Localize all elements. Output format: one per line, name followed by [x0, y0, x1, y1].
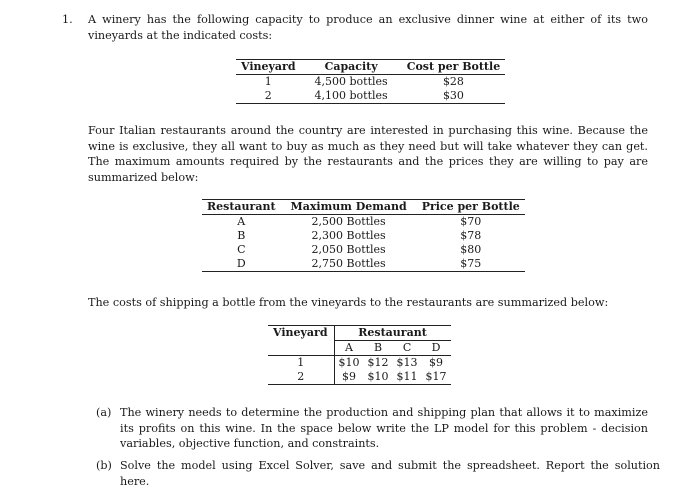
cost-cell: $9	[429, 356, 444, 369]
demand-cell: 2,750 Bottles	[311, 257, 386, 270]
part-b-text: Solve the model using Excel Solver, save and submit the spreadsheet. Report the solution here.	[120, 459, 660, 488]
vineyard-capacity-table	[236, 59, 505, 104]
restaurant-cell: A	[237, 215, 246, 228]
header-vineyard: Vineyard	[241, 60, 296, 73]
demand-cell: 2,500 Bottles	[311, 215, 386, 228]
table-row	[236, 89, 505, 104]
table-row	[202, 229, 525, 243]
price-cell: $78	[460, 229, 482, 242]
shipping-cost-table	[268, 325, 451, 385]
price-cell: $70	[460, 215, 482, 228]
header-restaurant: Restaurant	[207, 200, 276, 213]
demand-cell: 2,300 Bottles	[311, 229, 386, 242]
table-row	[268, 356, 451, 371]
table-row	[202, 243, 525, 257]
column-header-c: C	[402, 341, 412, 354]
column-header-b: B	[373, 341, 383, 354]
table-row	[202, 257, 525, 272]
part-a-label: (a)	[96, 406, 112, 419]
table-row	[236, 75, 505, 90]
cost-cell: $10	[338, 356, 360, 369]
capacity-cell: 4,500 bottles	[314, 75, 388, 88]
vineyard-cell: 2	[268, 370, 334, 385]
header-restaurant-group: Restaurant	[334, 326, 451, 341]
cost-cell: $17	[425, 370, 447, 383]
table-row	[202, 215, 525, 230]
header-maximum-demand: Maximum Demand	[290, 200, 407, 213]
cost-cell: $13	[396, 356, 418, 369]
cost-cell: $11	[396, 370, 418, 383]
restaurant-demand-table	[202, 199, 525, 272]
cost-cell: $10	[367, 370, 389, 383]
header-cost-per-bottle: Cost per Bottle	[406, 60, 501, 73]
column-header-d: D	[431, 341, 441, 354]
cost-cell: $12	[367, 356, 389, 369]
header-capacity: Capacity	[324, 60, 378, 73]
column-header-a: A	[345, 341, 353, 354]
vineyard-cell: 1	[268, 356, 334, 371]
restaurant-cell: C	[237, 243, 246, 256]
header-vineyard: Vineyard	[268, 326, 334, 356]
capacity-cell: 4,100 bottles	[314, 89, 388, 102]
header-price-per-bottle: Price per Bottle	[421, 200, 520, 213]
shipping-paragraph: The costs of shipping a bottle from the vineyards to the restaurants are summarized below:	[88, 296, 609, 309]
demand-cell: 2,050 Bottles	[311, 243, 386, 256]
part-b-label: (b)	[96, 459, 112, 472]
vineyard-cell: 1	[264, 75, 272, 88]
cost-cell: $28	[442, 75, 464, 88]
price-cell: $80	[460, 243, 482, 256]
problem-number: 1.	[62, 13, 73, 26]
part-a-text: The winery needs to determine the production and shipping plan that allows it to maximize its profits on this wine. In the space below write the LP model for this problem - decision variables, objective function, and constraints.	[120, 406, 648, 450]
restaurants-paragraph: Four Italian restaurants around the country are interested in purchasing this wine. Because the wine is exclusive, they all want to buy as much as they need but will take whatever they can get. The maximum amounts required by the restaurants and the prices they are willing to pay are summarized below:	[88, 124, 648, 184]
price-cell: $75	[460, 257, 482, 270]
vineyard-cell: 2	[264, 89, 272, 102]
cost-cell: $9	[342, 370, 357, 383]
cost-cell: $30	[442, 89, 464, 102]
restaurant-cell: B	[237, 229, 246, 242]
table-row	[268, 370, 451, 385]
intro-paragraph: A winery has the following capacity to produce an exclusive dinner wine at either of its two vineyards at the indicated costs:	[88, 13, 648, 42]
restaurant-cell: D	[236, 257, 246, 270]
